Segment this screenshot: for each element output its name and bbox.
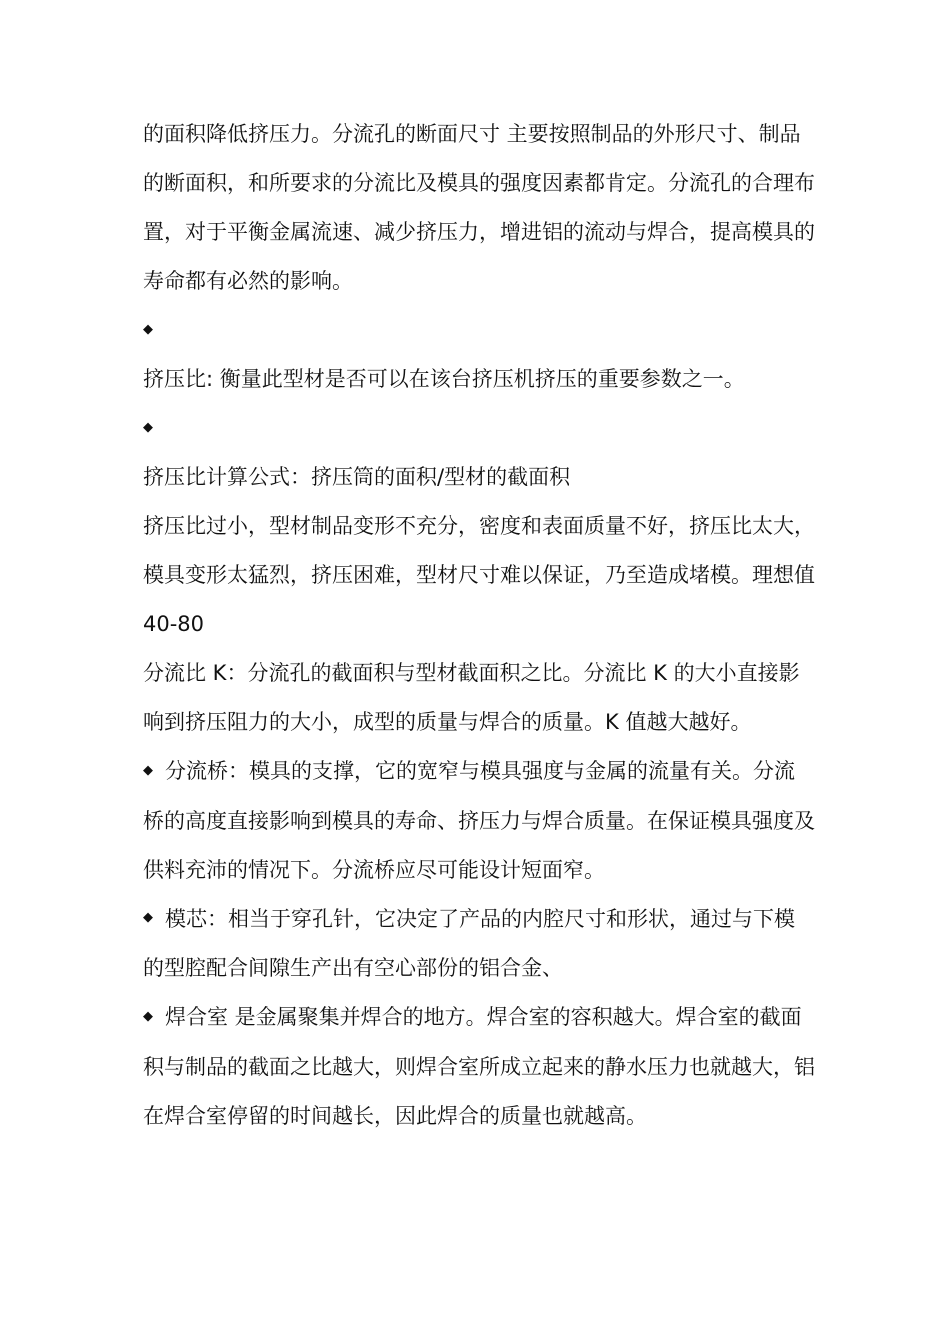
paragraph-die-core [143,895,815,994]
paragraph-welding-chamber [143,993,815,1141]
formula-block [143,453,815,747]
diamond-bullet-icon: ◆ [143,321,153,337]
diamond-bullet-icon: ◆ [143,762,153,778]
diamond-bullet-icon: ◆ [143,419,153,435]
paragraph-extrusion-ratio-formula: 挤压比计算公式：挤压筒的面积/型材的截面积 [143,465,571,489]
split-bridge-text: 分流桥：模具的支撑，它的宽窄与模具强度与金属的流量有关。分流桥的高度直接影响到模具的寿命、挤压力与焊合质量。在保证模具强度及供料充沛的情况下。分流桥应尽可能设计短面窄。 [143,759,815,882]
paragraph-extrusion-ratio-range: 挤压比过小，型材制品变形不充分，密度和表面质量不好，挤压比太大，模具变形太猛烈，挤压困难，型材尺寸难以保证，乃至造成堵模。理想值 40-80 [143,514,815,636]
paragraph-split-bridge [143,747,815,895]
bullet-line [143,404,815,453]
paragraph-extrusion-ratio: 挤压比: 衡量此型材是否可以在该台挤压机挤压的重要参数之一。 [143,367,745,391]
diamond-bullet-icon: ◆ [143,910,153,925]
welding-chamber-text: 焊合室 是金属聚集并焊合的地方。焊合室的容积越大。焊合室的截面积与制品的截面之比越大，则焊合室所成立起来的静水压力也就越大，铝在焊合室停留的时间越长，因此焊合的质量也就越高。 [143,1005,815,1128]
bullet-line [143,306,815,355]
paragraph-die-hole-layout: 的面积降低挤压力。分流孔的断面尺寸 主要按照制品的外形尺寸、制品的断面积，和所要求的分流比及模具的强度因素都肯定。分流孔的合理布置，对于平衡金属流速、减少挤压力，增进铝的流动与焊合，提高模具的寿命都有必然的影响。 [143,122,815,293]
paragraph-split-ratio: 分流比 K：分流孔的截面积与型材截面积之比。分流比 K 的大小直接影响到挤压阻力的大小，成型的质量与焊合的质量。K 值越大越好。 [143,661,800,734]
document-page [143,110,815,1141]
diamond-bullet-icon: ◆ [143,1008,153,1024]
die-core-text: 模芯：相当于穿孔针，它决定了产品的内腔尺寸和形状，通过与下模的型腔配合间隙生产出有空心部份的铝合金、 [143,906,795,980]
